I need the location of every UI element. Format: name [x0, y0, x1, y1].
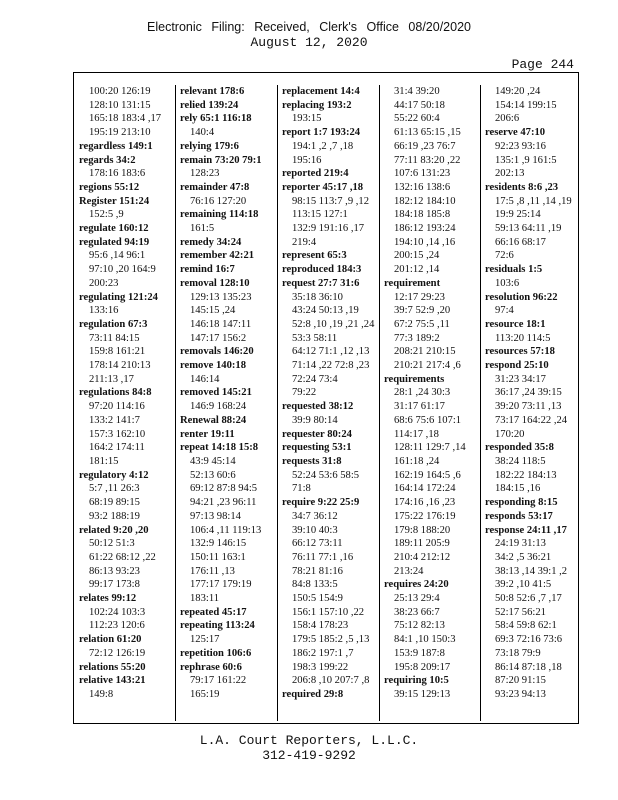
index-page-refs: 193:15 [292, 113, 322, 125]
index-term-entry: requests 31:8 [282, 455, 342, 467]
index-page-refs: 99:17 173:8 [89, 579, 140, 591]
index-term-entry: removals 146:20 [180, 346, 254, 358]
index-page-refs: 95:6 ,14 96:1 [89, 250, 146, 262]
index-page-refs: 133:16 [89, 305, 119, 317]
index-term-entry: request 27:7 31:6 [282, 277, 360, 289]
index-term-entry: remind 16:7 [180, 264, 235, 276]
index-term-entry: relations 55:20 [79, 661, 146, 673]
index-page-refs: 103:6 [495, 277, 520, 289]
index-term-entry: regards 34:2 [79, 154, 136, 166]
index-term-entry: residents 8:6 ,23 [485, 181, 559, 193]
index-page-refs: 39:7 52:9 ,20 [394, 305, 451, 317]
index-term-entry: requiring 10:5 [384, 675, 449, 687]
index-page-refs: 84:8 133:5 [292, 579, 338, 591]
index-page-refs: 184:18 185:8 [394, 209, 451, 221]
index-page-refs: 50:12 51:3 [89, 538, 135, 550]
index-page-refs: 219:4 [292, 236, 317, 248]
index-page-refs: 113:20 114:5 [495, 332, 551, 344]
index-page-refs: 175:22 176:19 [394, 510, 456, 522]
index-term-entry: responded 35:8 [485, 442, 554, 454]
filing-stamp-header: Electronic Filing: Received, Clerk's Office 08/20/2020 [147, 20, 471, 34]
index-page-refs: 164:2 174:11 [89, 442, 145, 454]
index-page-refs: 156:1 157:10 ,22 [292, 606, 365, 618]
index-page-refs: 132:9 191:16 ,17 [292, 223, 365, 235]
transcript-date: August 12, 2020 [250, 35, 368, 50]
index-page-refs: 68:19 89:15 [89, 497, 140, 509]
index-page-refs: 152:5 ,9 [89, 209, 124, 221]
index-page-refs: 76:16 127:20 [190, 195, 247, 207]
index-page-refs: 77:3 189:2 [394, 332, 440, 344]
index-term-entry: reporter 45:17 ,18 [282, 181, 364, 193]
index-page-refs: 125:17 [190, 634, 220, 646]
index-page-refs: 189:11 205:9 [394, 538, 450, 550]
index-page-refs: 86:13 93:23 [89, 565, 140, 577]
index-page-refs: 102:24 103:3 [89, 606, 146, 618]
index-page-refs: 86:14 87:18 ,18 [495, 661, 562, 673]
index-page-refs: 158:4 178:23 [292, 620, 349, 632]
index-term-entry: relied 139:24 [180, 99, 239, 111]
index-term-entry: repeated 45:17 [180, 606, 247, 618]
index-page-refs: 186:2 197:1 ,7 [292, 647, 354, 659]
index-page-refs: 213:24 [394, 565, 424, 577]
index-page-refs: 39:15 129:13 [394, 688, 451, 700]
index-page-refs: 161:18 ,24 [394, 455, 440, 467]
index-page-refs: 186:12 193:24 [394, 223, 456, 235]
index-page-refs: 140:4 [190, 127, 215, 139]
index-page-refs: 35:18 36:10 [292, 291, 343, 303]
page-number: Page 244 [511, 57, 574, 72]
index-term-entry: remaining 114:18 [180, 209, 259, 221]
index-page-refs: 132:9 146:15 [190, 538, 247, 550]
index-page-refs: 149:8 [89, 688, 114, 700]
index-term-entry: repeating 113:24 [180, 620, 255, 632]
index-term-entry: regulate 160:12 [79, 223, 149, 235]
index-term-entry: residuals 1:5 [485, 264, 543, 276]
column-divider [379, 85, 380, 721]
index-page-refs: 31:17 61:17 [394, 401, 445, 413]
index-page-refs: 179:8 188:20 [394, 524, 451, 536]
index-term-entry: resolution 96:22 [485, 291, 558, 303]
index-page-refs: 112:23 120:6 [89, 620, 145, 632]
index-page-refs: 43:24 50:13 ,19 [292, 305, 359, 317]
column-divider [277, 85, 278, 721]
index-page-refs: 114:17 ,18 [394, 428, 439, 440]
index-page-refs: 59:13 64:11 ,19 [495, 223, 562, 235]
index-page-refs: 165:19 [190, 688, 220, 700]
index-page-refs: 184:15 ,16 [495, 483, 541, 495]
index-page-refs: 100:20 126:19 [89, 86, 151, 97]
index-page-refs: 72:24 73:4 [292, 373, 338, 385]
index-page-refs: 97:10 ,20 164:9 [89, 264, 156, 276]
index-page-refs: 177:17 179:19 [190, 579, 252, 591]
index-page-refs: 79:22 [292, 387, 317, 399]
index-page-refs: 25:13 29:4 [394, 593, 440, 605]
index-page-refs: 28:1 ,24 30:3 [394, 387, 451, 399]
index-term-entry: remainder 47:8 [180, 181, 250, 193]
index-page-refs: 71:8 [292, 483, 311, 495]
index-term-entry: replacing 193:2 [282, 99, 352, 111]
index-column-2 [180, 85, 275, 721]
index-page-refs: 201:12 ,14 [394, 264, 440, 276]
index-page-refs: 157:3 162:10 [89, 428, 146, 440]
index-page-refs: 149:20 ,24 [495, 86, 541, 97]
index-page-refs: 161:5 [190, 223, 215, 235]
index-term-entry: represent 65:3 [282, 250, 347, 262]
index-page-refs: 183:11 [190, 593, 220, 605]
index-term-entry: response 24:11 ,17 [485, 524, 567, 536]
index-page-refs: 195:8 209:17 [394, 661, 451, 673]
reporter-company: L.A. Court Reporters, L.L.C. [199, 733, 419, 748]
index-page-refs: 146:18 147:11 [190, 318, 252, 330]
index-page-refs: 43:9 45:14 [190, 455, 236, 467]
index-page-refs: 66:16 68:17 [495, 236, 546, 248]
index-column-1 [79, 85, 173, 721]
index-page-refs: 24:19 31:13 [495, 538, 546, 550]
index-term-entry: reserve 47:10 [485, 127, 546, 139]
index-page-refs: 128:23 [190, 168, 220, 180]
index-term-entry: repetition 106:6 [180, 647, 252, 659]
index-page-refs: 94:21 ,23 96:11 [190, 497, 257, 509]
index-term-entry: requested 38:12 [282, 401, 354, 413]
index-term-entry: reproduced 184:3 [282, 264, 362, 276]
index-column-3 [282, 85, 377, 721]
index-page-refs: 97:20 114:16 [89, 401, 145, 413]
index-term-entry: regulating 121:24 [79, 291, 158, 303]
index-page-refs: 78:21 81:16 [292, 565, 343, 577]
index-page-refs: 97:13 98:14 [190, 510, 241, 522]
index-page-refs: 208:21 210:15 [394, 346, 456, 358]
index-term-entry: rephrase 60:6 [180, 661, 242, 673]
index-page-refs: 52:13 60:6 [190, 469, 236, 481]
index-term-entry: report 1:7 193:24 [282, 127, 361, 139]
word-index-box [73, 72, 579, 724]
index-page-refs: 38:24 118:5 [495, 455, 546, 467]
index-page-refs: 200:15 ,24 [394, 250, 440, 262]
index-page-refs: 159:8 161:21 [89, 346, 146, 358]
index-page-refs: 153:9 187:8 [394, 647, 445, 659]
index-term-entry: replacement 14:4 [282, 86, 360, 97]
index-term-entry: regardless 149:1 [79, 140, 153, 152]
index-page-refs: 38:13 ,14 39:1 ,2 [495, 565, 568, 577]
index-page-refs: 178:14 210:13 [89, 360, 151, 372]
index-term-entry: respond 25:10 [485, 360, 549, 372]
index-page-refs: 84:1 ,10 150:3 [394, 634, 456, 646]
index-page-refs: 5:7 ,11 26:3 [89, 483, 140, 495]
index-page-refs: 147:17 156:2 [190, 332, 247, 344]
index-page-refs: 50:8 52:6 ,7 ,17 [495, 593, 562, 605]
index-page-refs: 113:15 127:1 [292, 209, 348, 221]
index-page-refs: 170:20 [495, 428, 525, 440]
index-page-refs: 34:7 36:12 [292, 510, 338, 522]
index-page-refs: 76:11 77:1 ,16 [292, 551, 354, 563]
index-page-refs: 36:17 ,24 39:15 [495, 387, 562, 399]
index-page-refs: 150:5 154:9 [292, 593, 343, 605]
index-term-entry: remove 140:18 [180, 360, 246, 372]
index-page-refs: 194:10 ,14 ,16 [394, 236, 456, 248]
index-term-entry: relates 99:12 [79, 593, 137, 605]
index-page-refs: 106:4 ,11 119:13 [190, 524, 262, 536]
index-term-entry: responding 8:15 [485, 497, 558, 509]
index-page-refs: 210:21 217:4 ,6 [394, 360, 461, 372]
index-term-entry: Register 151:24 [79, 195, 150, 207]
index-page-refs: 128:10 131:15 [89, 99, 151, 111]
index-page-refs: 198:3 199:22 [292, 661, 349, 673]
index-page-refs: 77:11 83:20 ,22 [394, 154, 461, 166]
index-term-entry: regulations 84:8 [79, 387, 152, 399]
index-page-refs: 66:19 ,23 76:7 [394, 140, 456, 152]
index-term-entry: removed 145:21 [180, 387, 252, 399]
index-term-entry: renter 19:11 [180, 428, 235, 440]
index-term-entry: resource 18:1 [485, 318, 546, 330]
index-page-refs: 72:12 126:19 [89, 647, 146, 659]
index-term-entry: requester 80:24 [282, 428, 352, 440]
index-page-refs: 135:1 ,9 161:5 [495, 154, 557, 166]
index-column-4 [384, 85, 479, 721]
index-page-refs: 195:19 213:10 [89, 127, 151, 139]
index-term-entry: relative 143:21 [79, 675, 146, 687]
index-page-refs: 73:18 79:9 [495, 647, 541, 659]
index-page-refs: 162:19 164:5 ,6 [394, 469, 461, 481]
index-term-entry: repeat 14:18 15:8 [180, 442, 259, 454]
index-page-refs: 93:2 188:19 [89, 510, 140, 522]
index-page-refs: 146:9 168:24 [190, 401, 247, 413]
index-page-refs: 165:18 183:4 ,17 [89, 113, 162, 125]
index-page-refs: 202:13 [495, 168, 525, 180]
index-page-refs: 52:24 53:6 58:5 [292, 469, 360, 481]
index-term-entry: reported 219:4 [282, 168, 349, 180]
index-page-refs: 182:22 184:13 [495, 469, 557, 481]
index-page-refs: 206:8 ,10 207:7 ,8 [292, 675, 370, 687]
index-page-refs: 61:13 65:15 ,15 [394, 127, 461, 139]
index-term-entry: responds 53:17 [485, 510, 553, 522]
index-page-refs: 145:15 ,24 [190, 305, 236, 317]
index-page-refs: 211:13 ,17 [89, 373, 134, 385]
index-page-refs: 181:15 [89, 455, 119, 467]
index-page-refs: 34:2 ,5 36:21 [495, 551, 552, 563]
index-term-entry: regulatory 4:12 [79, 469, 149, 481]
index-term-entry: removal 128:10 [180, 277, 250, 289]
index-page-refs: 39:2 ,10 41:5 [495, 579, 552, 591]
index-term-entry: related 9:20 ,20 [79, 524, 149, 536]
index-page-refs: 38:23 66:7 [394, 606, 440, 618]
index-page-refs: 39:10 40:3 [292, 524, 338, 536]
index-page-refs: 71:14 ,22 72:8 ,23 [292, 360, 370, 372]
index-term-entry: resources 57:18 [485, 346, 555, 358]
index-page-refs: 68:6 75:6 107:1 [394, 414, 462, 426]
index-page-refs: 92:23 93:16 [495, 140, 546, 152]
index-term-entry: relevant 178:6 [180, 86, 245, 97]
index-term-entry: regulated 94:19 [79, 236, 150, 248]
index-page-refs: 146:14 [190, 373, 220, 385]
index-term-entry: rely 65:1 116:18 [180, 113, 252, 125]
index-page-refs: 98:15 113:7 ,9 ,12 [292, 195, 370, 207]
index-term-entry: requirements [384, 373, 445, 385]
index-term-entry: relation 61:20 [79, 634, 142, 646]
index-page-refs: 72:6 [495, 250, 514, 262]
index-page-refs: 97:4 [495, 305, 514, 317]
index-page-refs: 44:17 50:18 [394, 99, 445, 111]
index-page-refs: 182:12 184:10 [394, 195, 456, 207]
index-page-refs: 17:5 ,8 ,11 ,14 ,19 [495, 195, 572, 207]
index-term-entry: relying 179:6 [180, 140, 239, 152]
index-term-entry: requires 24:20 [384, 579, 449, 591]
index-page-refs: 52:17 56:21 [495, 606, 546, 618]
index-page-refs: 164:14 172:24 [394, 483, 456, 495]
index-term-entry: remember 42:21 [180, 250, 255, 262]
index-page-refs: 132:16 138:6 [394, 181, 451, 193]
index-page-refs: 194:1 ,2 ,7 ,18 [292, 140, 354, 152]
index-page-refs: 52:8 ,10 ,19 ,21 ,24 [292, 318, 375, 330]
index-term-entry: regions 55:12 [79, 181, 140, 193]
index-page-refs: 69:3 72:16 73:6 [495, 634, 563, 646]
index-page-refs: 79:17 161:22 [190, 675, 247, 687]
index-page-refs: 93:23 94:13 [495, 688, 546, 700]
index-page-refs: 178:16 183:6 [89, 168, 146, 180]
index-page-refs: 69:12 87:8 94:5 [190, 483, 258, 495]
index-page-refs: 150:11 163:1 [190, 551, 246, 563]
index-page-refs: 174:16 ,16 ,23 [394, 497, 456, 509]
index-page-refs: 67:2 75:5 ,11 [394, 318, 450, 330]
index-page-refs: 206:6 [495, 113, 520, 125]
index-term-entry: required 29:8 [282, 688, 344, 700]
index-page-refs: 39:20 73:11 ,13 [495, 401, 562, 413]
index-term-entry: requesting 53:1 [282, 442, 352, 454]
column-divider [175, 85, 176, 721]
index-page-refs: 179:5 185:2 ,5 ,13 [292, 634, 370, 646]
index-page-refs: 154:14 199:15 [495, 99, 557, 111]
index-page-refs: 73:11 84:15 [89, 332, 140, 344]
index-page-refs: 53:3 58:11 [292, 332, 338, 344]
index-page-refs: 75:12 82:13 [394, 620, 445, 632]
index-term-entry: regulation 67:3 [79, 318, 148, 330]
index-term-entry: Renewal 88:24 [180, 414, 247, 426]
reporter-phone: 312-419-9292 [262, 748, 356, 763]
index-page-refs: 87:20 91:15 [495, 675, 546, 687]
index-page-refs: 31:23 34:17 [495, 373, 546, 385]
index-page-refs: 128:11 129:7 ,14 [394, 442, 466, 454]
index-page-refs: 210:4 212:12 [394, 551, 451, 563]
index-term-entry: require 9:22 25:9 [282, 497, 360, 509]
index-page-refs: 58:4 59:8 62:1 [495, 620, 557, 632]
index-page-refs: 12:17 29:23 [394, 291, 445, 303]
index-page-refs: 107:6 131:23 [394, 168, 451, 180]
index-page-refs: 19:9 25:14 [495, 209, 541, 221]
index-page-refs: 31:4 39:20 [394, 86, 440, 97]
index-page-refs: 55:22 60:4 [394, 113, 440, 125]
index-page-refs: 61:22 68:12 ,22 [89, 551, 156, 563]
index-term-entry: remedy 34:24 [180, 236, 242, 248]
index-page-refs: 73:17 164:22 ,24 [495, 414, 568, 426]
index-page-refs: 133:2 141:7 [89, 414, 140, 426]
index-term-entry: requirement [384, 277, 441, 289]
index-page-refs: 66:12 73:11 [292, 538, 343, 550]
index-page-refs: 64:12 71:1 ,12 ,13 [292, 346, 370, 358]
index-page-refs: 39:9 80:14 [292, 414, 338, 426]
index-column-5 [485, 85, 577, 721]
index-page-refs: 129:13 135:23 [190, 291, 252, 303]
index-term-entry: remain 73:20 79:1 [180, 154, 262, 166]
index-page-refs: 195:16 [292, 154, 322, 166]
index-page-refs: 200:23 [89, 277, 119, 289]
column-divider [480, 85, 481, 721]
index-page-refs: 176:11 ,13 [190, 565, 235, 577]
